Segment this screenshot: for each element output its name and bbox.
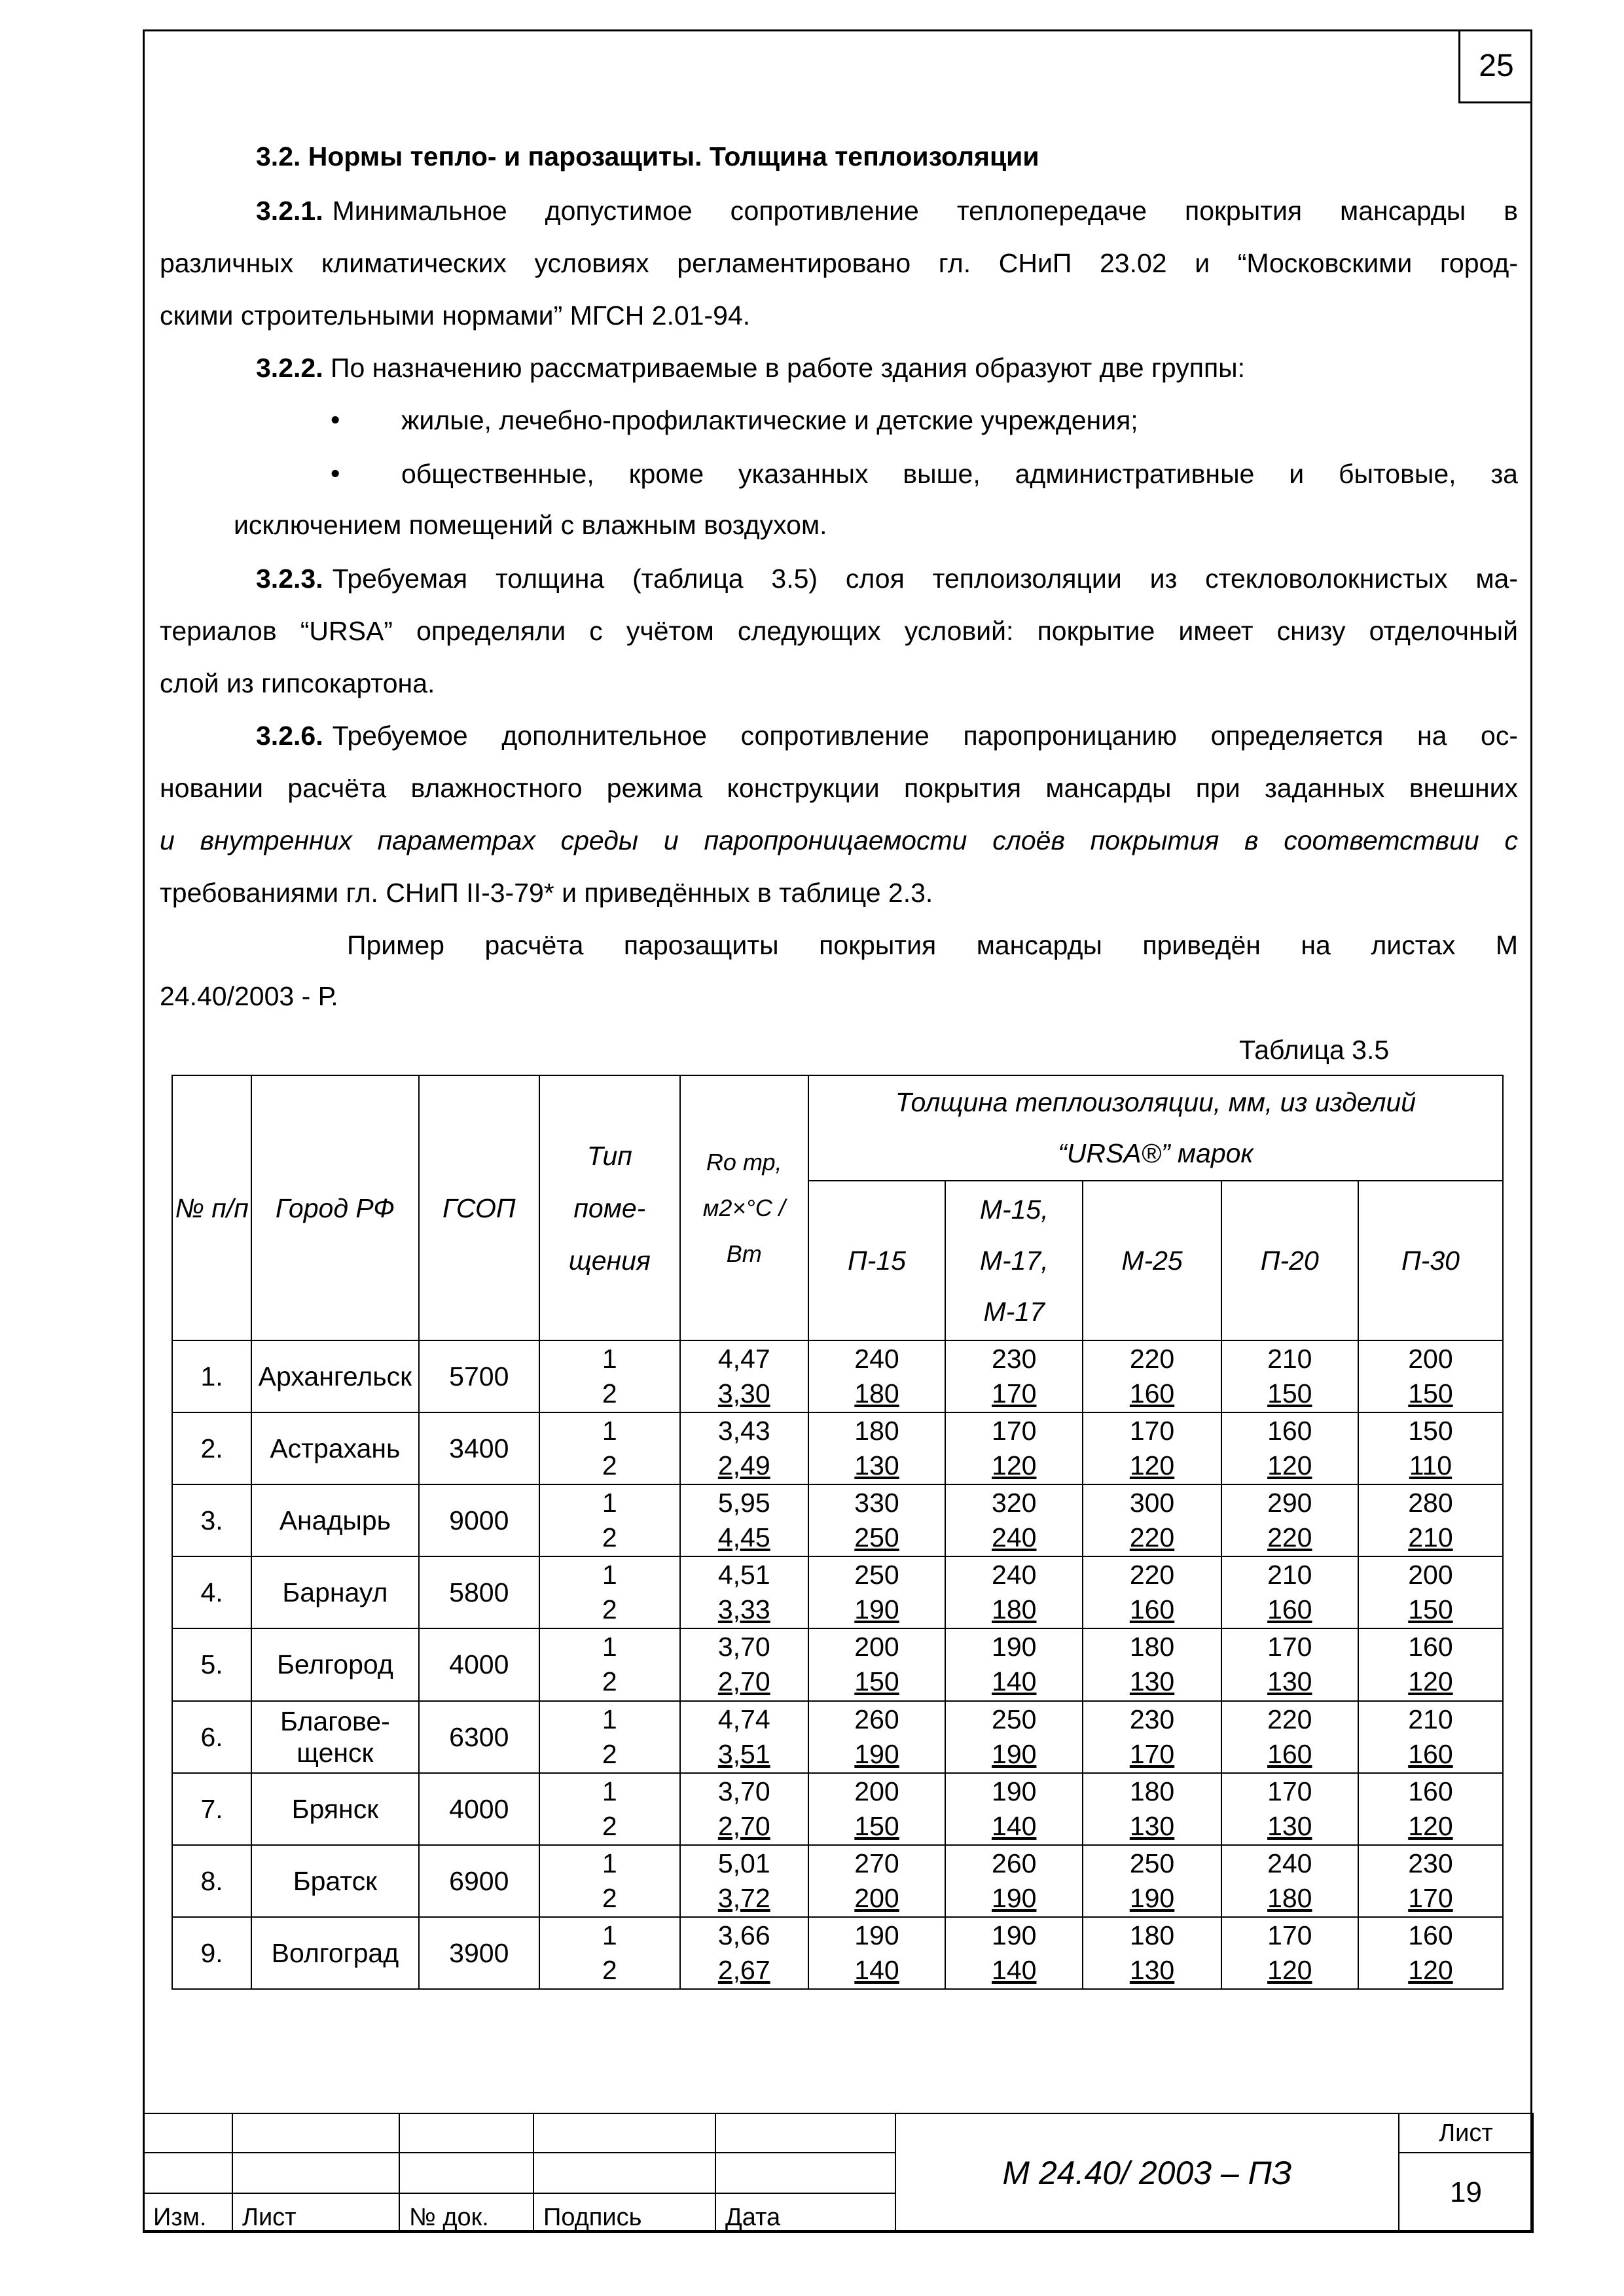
- p322-bullet2-line2: исключением помещений с влажным воздухом.: [234, 510, 827, 540]
- row-m25-line: 130: [1129, 1666, 1175, 1697]
- row-m15-line: 140: [992, 1666, 1037, 1697]
- row-p20-line: 130: [1267, 1810, 1312, 1841]
- row-p30: [1358, 1412, 1503, 1484]
- p322-bullet1: жилые, лечебно-профилактические и детские учреждения;: [401, 405, 1138, 435]
- row-p15: [808, 1773, 945, 1845]
- row-p20-line: 210: [1267, 1344, 1312, 1374]
- header-group-text: Толщина теплоизоляции, мм, из изделий “URSA®” марок: [895, 1087, 1416, 1169]
- row-m25: [1083, 1412, 1221, 1484]
- table-row: [172, 1412, 1503, 1484]
- row-m25-line: 220: [1129, 1344, 1175, 1374]
- row-city: Анадырь: [251, 1484, 418, 1556]
- row-r-line: 3,30: [717, 1378, 770, 1409]
- stamp-cell: [533, 2153, 715, 2193]
- row-p30-line: 210: [1408, 1522, 1453, 1553]
- row-r: [680, 1845, 808, 1917]
- p326-line3: и внутренних параметрах среды и паропроницаемости слоёв покрытия в соответствии с: [160, 825, 1518, 855]
- sheet-label: Лист: [1399, 2113, 1533, 2153]
- row-type: [539, 1917, 680, 1989]
- row-m15: [945, 1917, 1083, 1989]
- row-number: 5.: [172, 1628, 251, 1700]
- row-m25-line: 300: [1129, 1488, 1175, 1518]
- table-row: [172, 1556, 1503, 1628]
- sheet-number: 19: [1399, 2153, 1533, 2233]
- row-p20: [1221, 1628, 1358, 1700]
- row-p15-line: 250: [854, 1522, 899, 1553]
- stamp-cell: [715, 2113, 895, 2153]
- row-type-line: 2: [602, 1738, 617, 1769]
- section-heading: 3.2. Нормы тепло- и парозащиты. Толщина теплоизоляции: [256, 141, 1039, 171]
- row-m25: [1083, 1340, 1221, 1412]
- p323-line2: териалов “URSA” определяли с учётом следующих условий: покрытие имеет снизу отделочный: [160, 616, 1518, 646]
- row-r: [680, 1628, 808, 1700]
- p321-text1: Минимальное допустимое сопротивление теплопередаче покрытия мансарды в: [332, 196, 1518, 226]
- row-p30: [1358, 1484, 1503, 1556]
- row-m15-line: 190: [992, 1920, 1037, 1950]
- row-m15-line: 190: [992, 1776, 1037, 1806]
- row-m15-line: 170: [992, 1416, 1037, 1446]
- p326-line1: [256, 720, 1518, 751]
- stamp-cell: [715, 2153, 895, 2193]
- row-city: Белгород: [251, 1628, 418, 1700]
- row-gsop: 3400: [419, 1412, 540, 1484]
- row-p30-line: 120: [1408, 1810, 1453, 1841]
- row-r: [680, 1412, 808, 1484]
- row-type-line: 2: [602, 1522, 617, 1553]
- row-p20-line: 220: [1267, 1704, 1312, 1734]
- row-m15: [945, 1628, 1083, 1700]
- row-p15: [808, 1917, 945, 1989]
- page-number: 25: [1458, 29, 1532, 103]
- row-number: 8.: [172, 1845, 251, 1917]
- row-p30-line: 210: [1408, 1704, 1453, 1734]
- row-m25-line: 170: [1129, 1416, 1175, 1446]
- row-m15-line: 190: [992, 1632, 1037, 1662]
- row-p30-line: 160: [1408, 1920, 1453, 1950]
- row-p30: [1358, 1701, 1503, 1773]
- stamp-ndok: № док.: [399, 2193, 533, 2233]
- row-p15-line: 240: [854, 1344, 899, 1374]
- row-p15-line: 190: [854, 1594, 899, 1625]
- header-r: [680, 1075, 808, 1340]
- p326-line2: новании расчёта влажностного режима конструкции покрытия мансарды при заданных внешних: [160, 773, 1518, 803]
- row-m25-line: 160: [1129, 1378, 1175, 1409]
- bullet-icon: •: [331, 404, 340, 435]
- header-r-text: Ro тр, м2×°С / Вт: [702, 1148, 785, 1267]
- row-m25: [1083, 1845, 1221, 1917]
- row-m25-line: 220: [1129, 1560, 1175, 1590]
- row-type: [539, 1556, 680, 1628]
- row-p15-line: 200: [854, 1882, 899, 1913]
- row-p20-line: 160: [1267, 1738, 1312, 1769]
- row-p30: [1358, 1773, 1503, 1845]
- row-type-line: 1: [602, 1416, 617, 1446]
- row-number: 6.: [172, 1701, 251, 1773]
- row-p20-line: 290: [1267, 1488, 1312, 1518]
- row-type-line: 2: [602, 1594, 617, 1625]
- stamp-cell: [143, 2153, 232, 2193]
- row-r: [680, 1701, 808, 1773]
- row-p30-line: 150: [1408, 1378, 1453, 1409]
- row-p15-line: 150: [854, 1666, 899, 1697]
- row-r-line: 3,70: [717, 1776, 770, 1806]
- header-col: [945, 1181, 1083, 1340]
- row-gsop: 4000: [419, 1773, 540, 1845]
- row-type: [539, 1412, 680, 1484]
- header-gsop-text: ГСОП: [442, 1193, 516, 1223]
- row-type-line: 2: [602, 1666, 617, 1697]
- row-type-line: 2: [602, 1810, 617, 1841]
- row-type-line: 1: [602, 1704, 617, 1734]
- row-p30: [1358, 1917, 1503, 1989]
- header-city: [251, 1075, 418, 1340]
- row-r-line: 2,70: [717, 1810, 770, 1841]
- row-r-line: 3,66: [717, 1920, 770, 1950]
- row-r-line: 5,95: [717, 1488, 770, 1518]
- p323-num: 3.2.3.: [256, 564, 323, 594]
- stamp-cell: [533, 2113, 715, 2153]
- doc-code: М 24.40/ 2003 – ПЗ: [895, 2113, 1399, 2233]
- header-city-text: Город РФ: [275, 1193, 395, 1223]
- row-m15: [945, 1484, 1083, 1556]
- row-r: [680, 1340, 808, 1412]
- row-type: [539, 1845, 680, 1917]
- row-m15: [945, 1701, 1083, 1773]
- row-m25-line: 180: [1129, 1776, 1175, 1806]
- header-col: [1083, 1181, 1221, 1340]
- row-p20-line: 120: [1267, 1450, 1312, 1481]
- row-p20: [1221, 1412, 1358, 1484]
- row-p30-line: 160: [1408, 1776, 1453, 1806]
- row-p30-line: 200: [1408, 1344, 1453, 1374]
- row-r-line: 2,49: [717, 1450, 770, 1481]
- row-m25-line: 180: [1129, 1920, 1175, 1950]
- row-p30-line: 230: [1408, 1848, 1453, 1878]
- row-p20-line: 170: [1267, 1632, 1312, 1662]
- row-m25: [1083, 1484, 1221, 1556]
- p322-num: 3.2.2.: [256, 353, 323, 383]
- row-p20-line: 130: [1267, 1666, 1312, 1697]
- row-m15-line: 240: [992, 1522, 1037, 1553]
- stamp-cell: [232, 2153, 399, 2193]
- row-city: Астрахань: [251, 1412, 418, 1484]
- row-gsop: 6300: [419, 1701, 540, 1773]
- row-p15-line: 140: [854, 1954, 899, 1985]
- row-type: [539, 1628, 680, 1700]
- row-m15-line: 230: [992, 1344, 1037, 1374]
- row-p30-line: 170: [1408, 1882, 1453, 1913]
- row-city: Братск: [251, 1845, 418, 1917]
- row-p15-line: 250: [854, 1560, 899, 1590]
- row-p20: [1221, 1556, 1358, 1628]
- row-type-line: 1: [602, 1560, 617, 1590]
- p323-line3: слой из гипсокартона.: [160, 668, 435, 698]
- row-p15: [808, 1701, 945, 1773]
- row-type: [539, 1340, 680, 1412]
- insulation-table: [171, 1075, 1504, 1990]
- row-p20-line: 170: [1267, 1776, 1312, 1806]
- table-caption: Таблица 3.5: [1239, 1035, 1390, 1065]
- row-p20: [1221, 1484, 1358, 1556]
- row-r: [680, 1917, 808, 1989]
- p321-line2: различных климатических условиях регламентировано гл. СНиП 23.02 и “Московскими город-: [160, 248, 1518, 278]
- row-r-line: 3,51: [717, 1738, 770, 1769]
- header-col-text: П-20: [1260, 1245, 1319, 1276]
- row-p30-line: 150: [1408, 1594, 1453, 1625]
- row-type-line: 2: [602, 1378, 617, 1409]
- row-r-line: 3,33: [717, 1594, 770, 1625]
- row-city: Барнаул: [251, 1556, 418, 1628]
- row-m25: [1083, 1628, 1221, 1700]
- stamp-cell: [143, 2113, 232, 2153]
- row-p15-line: 260: [854, 1704, 899, 1734]
- row-p20-line: 180: [1267, 1882, 1312, 1913]
- row-p15-line: 330: [854, 1488, 899, 1518]
- row-city: Архангельск: [251, 1340, 418, 1412]
- table-row: [172, 1773, 1503, 1845]
- example-line2: 24.40/2003 - Р.: [160, 981, 338, 1011]
- row-p15: [808, 1412, 945, 1484]
- example-line1: Пример расчёта парозащиты покрытия мансарды приведён на листах М: [347, 930, 1518, 960]
- title-block: [143, 2113, 1534, 2233]
- p321-line3: скими строительными нормами” МГСН 2.01-94.: [160, 300, 751, 331]
- row-type-line: 1: [602, 1776, 617, 1806]
- row-m15-line: 170: [992, 1378, 1037, 1409]
- row-gsop: 5800: [419, 1556, 540, 1628]
- header-col: [808, 1181, 945, 1340]
- row-p15: [808, 1845, 945, 1917]
- header-col-text: П-30: [1401, 1245, 1460, 1276]
- row-type-line: 1: [602, 1344, 617, 1374]
- row-m15: [945, 1340, 1083, 1412]
- row-p30-line: 150: [1408, 1416, 1453, 1446]
- row-m25: [1083, 1773, 1221, 1845]
- row-p20-line: 150: [1267, 1378, 1312, 1409]
- row-r-line: 3,43: [717, 1416, 770, 1446]
- row-type-line: 1: [602, 1848, 617, 1878]
- p322-bullet2-line1: общественные, кроме указанных выше, административные и бытовые, за: [401, 459, 1518, 489]
- row-p20-line: 220: [1267, 1522, 1312, 1553]
- row-p30-line: 120: [1408, 1666, 1453, 1697]
- row-type-line: 1: [602, 1632, 617, 1662]
- p326-num: 3.2.6.: [256, 721, 323, 751]
- stamp-cell: [399, 2153, 533, 2193]
- row-number: 9.: [172, 1917, 251, 1989]
- row-m15: [945, 1556, 1083, 1628]
- row-gsop: 6900: [419, 1845, 540, 1917]
- row-type: [539, 1701, 680, 1773]
- row-r-line: 2,70: [717, 1666, 770, 1697]
- header-col-text: М-25: [1121, 1245, 1183, 1276]
- row-p15: [808, 1484, 945, 1556]
- row-p30: [1358, 1628, 1503, 1700]
- table-row: [172, 1701, 1503, 1773]
- row-p20-line: 160: [1267, 1594, 1312, 1625]
- row-p20-line: 120: [1267, 1954, 1312, 1985]
- stamp-izm: Изм.: [143, 2193, 232, 2233]
- row-m15: [945, 1845, 1083, 1917]
- row-p30-line: 160: [1408, 1738, 1453, 1769]
- row-number: 4.: [172, 1556, 251, 1628]
- stamp-cell: [399, 2113, 533, 2153]
- row-type-line: 1: [602, 1488, 617, 1518]
- row-p20-line: 240: [1267, 1848, 1312, 1878]
- row-r-line: 4,74: [717, 1704, 770, 1734]
- header-type-text: Тип поме- щения: [568, 1140, 651, 1276]
- row-p20-line: 160: [1267, 1416, 1312, 1446]
- row-r-line: 3,72: [717, 1882, 770, 1913]
- row-m25-line: 230: [1129, 1704, 1175, 1734]
- row-p15-line: 180: [854, 1378, 899, 1409]
- row-p20: [1221, 1773, 1358, 1845]
- row-p15-line: 200: [854, 1776, 899, 1806]
- row-p30: [1358, 1845, 1503, 1917]
- row-p20: [1221, 1917, 1358, 1989]
- header-type: [539, 1075, 680, 1340]
- p323-line1: [256, 563, 1518, 594]
- row-city: Брянск: [251, 1773, 418, 1845]
- row-m25-line: 120: [1129, 1450, 1175, 1481]
- row-p30-line: 110: [1409, 1450, 1453, 1481]
- row-number: 3.: [172, 1484, 251, 1556]
- p321-line1: [256, 195, 1518, 226]
- row-m15-line: 250: [992, 1704, 1037, 1734]
- table-row: [172, 1340, 1503, 1412]
- stamp-podpis: Подпись: [533, 2193, 715, 2233]
- row-number: 1.: [172, 1340, 251, 1412]
- row-m15-line: 120: [992, 1450, 1037, 1481]
- p322-text: По назначению рассматриваемые в работе здания образуют две группы:: [331, 353, 1246, 383]
- row-m25: [1083, 1917, 1221, 1989]
- row-r-line: 4,47: [717, 1344, 770, 1374]
- row-m15: [945, 1412, 1083, 1484]
- table-row: [172, 1917, 1503, 1989]
- row-p15: [808, 1628, 945, 1700]
- row-type: [539, 1773, 680, 1845]
- row-gsop: 5700: [419, 1340, 540, 1412]
- p326-text1: Требуемое дополнительное сопротивление паропроницанию определяется на ос-: [332, 721, 1518, 751]
- header-gsop: [419, 1075, 540, 1340]
- stamp-data: Дата: [715, 2193, 895, 2233]
- row-type-line: 2: [602, 1954, 617, 1985]
- row-r-line: 5,01: [717, 1848, 770, 1878]
- row-p30-line: 120: [1408, 1954, 1453, 1985]
- row-r-line: 2,67: [717, 1954, 770, 1985]
- row-p20-line: 210: [1267, 1560, 1312, 1590]
- row-p30: [1358, 1340, 1503, 1412]
- row-m25-line: 250: [1129, 1848, 1175, 1878]
- row-p30-line: 160: [1408, 1632, 1453, 1662]
- header-col-text: П-15: [848, 1245, 906, 1276]
- row-m15-line: 140: [992, 1810, 1037, 1841]
- row-p20: [1221, 1701, 1358, 1773]
- row-m15-line: 240: [992, 1560, 1037, 1590]
- row-m15-line: 190: [992, 1738, 1037, 1769]
- row-city: Благове-щенск: [251, 1701, 418, 1773]
- row-p20: [1221, 1340, 1358, 1412]
- row-p15-line: 150: [854, 1810, 899, 1841]
- row-gsop: 3900: [419, 1917, 540, 1989]
- row-p15-line: 130: [854, 1450, 899, 1481]
- p322-line: [256, 352, 1245, 384]
- row-m25-line: 220: [1129, 1522, 1175, 1553]
- p326-line4: требованиями гл. СНиП II-3-79* и приведённых в таблице 2.3.: [160, 878, 933, 908]
- row-p30-line: 200: [1408, 1560, 1453, 1590]
- row-m25-line: 180: [1129, 1632, 1175, 1662]
- row-r: [680, 1773, 808, 1845]
- row-m15-line: 140: [992, 1954, 1037, 1985]
- row-gsop: 4000: [419, 1628, 540, 1700]
- row-type-line: 1: [602, 1920, 617, 1950]
- header-col: [1358, 1181, 1503, 1340]
- row-p15-line: 200: [854, 1632, 899, 1662]
- row-m25: [1083, 1556, 1221, 1628]
- row-m15-line: 320: [992, 1488, 1037, 1518]
- header-num: [172, 1075, 251, 1340]
- row-r: [680, 1484, 808, 1556]
- row-m25-line: 160: [1129, 1594, 1175, 1625]
- row-gsop: 9000: [419, 1484, 540, 1556]
- row-p15-line: 180: [854, 1416, 899, 1446]
- row-type-line: 2: [602, 1882, 617, 1913]
- row-p30: [1358, 1556, 1503, 1628]
- row-m15-line: 190: [992, 1882, 1037, 1913]
- row-p20-line: 170: [1267, 1920, 1312, 1950]
- row-m15: [945, 1773, 1083, 1845]
- row-r-line: 4,51: [717, 1560, 770, 1590]
- row-m15-line: 260: [992, 1848, 1037, 1878]
- header-group: [808, 1075, 1503, 1181]
- table-body: [172, 1340, 1503, 1989]
- row-m15-line: 180: [992, 1594, 1037, 1625]
- row-p15-line: 190: [854, 1920, 899, 1950]
- row-p15-line: 190: [854, 1738, 899, 1769]
- header-col-text: М-15, М-17, М-17: [979, 1194, 1049, 1327]
- row-p15: [808, 1556, 945, 1628]
- header-col: [1221, 1181, 1358, 1340]
- header-num-text: № п/п: [175, 1193, 249, 1223]
- p321-num: 3.2.1.: [256, 196, 323, 226]
- row-number: 7.: [172, 1773, 251, 1845]
- stamp-cell: [232, 2113, 399, 2153]
- table-row: [172, 1845, 1503, 1917]
- row-type-line: 2: [602, 1450, 617, 1481]
- row-m25-line: 130: [1129, 1954, 1175, 1985]
- p323-text1: Требуемая толщина (таблица 3.5) слоя теплоизоляции из стекловолокнистых ма-: [332, 564, 1518, 594]
- row-type: [539, 1484, 680, 1556]
- row-r-line: 4,45: [717, 1522, 770, 1553]
- row-city: Волгоград: [251, 1917, 418, 1989]
- row-m25-line: 190: [1129, 1882, 1175, 1913]
- row-p15-line: 270: [854, 1848, 899, 1878]
- row-p20: [1221, 1845, 1358, 1917]
- row-r-line: 3,70: [717, 1632, 770, 1662]
- row-m25-line: 130: [1129, 1810, 1175, 1841]
- row-m25-line: 170: [1129, 1738, 1175, 1769]
- table-row: [172, 1484, 1503, 1556]
- row-number: 2.: [172, 1412, 251, 1484]
- row-m25: [1083, 1701, 1221, 1773]
- row-r: [680, 1556, 808, 1628]
- table-row: [172, 1628, 1503, 1700]
- row-p15: [808, 1340, 945, 1412]
- stamp-list: Лист: [232, 2193, 399, 2233]
- bullet-icon: •: [331, 458, 340, 488]
- row-p30-line: 280: [1408, 1488, 1453, 1518]
